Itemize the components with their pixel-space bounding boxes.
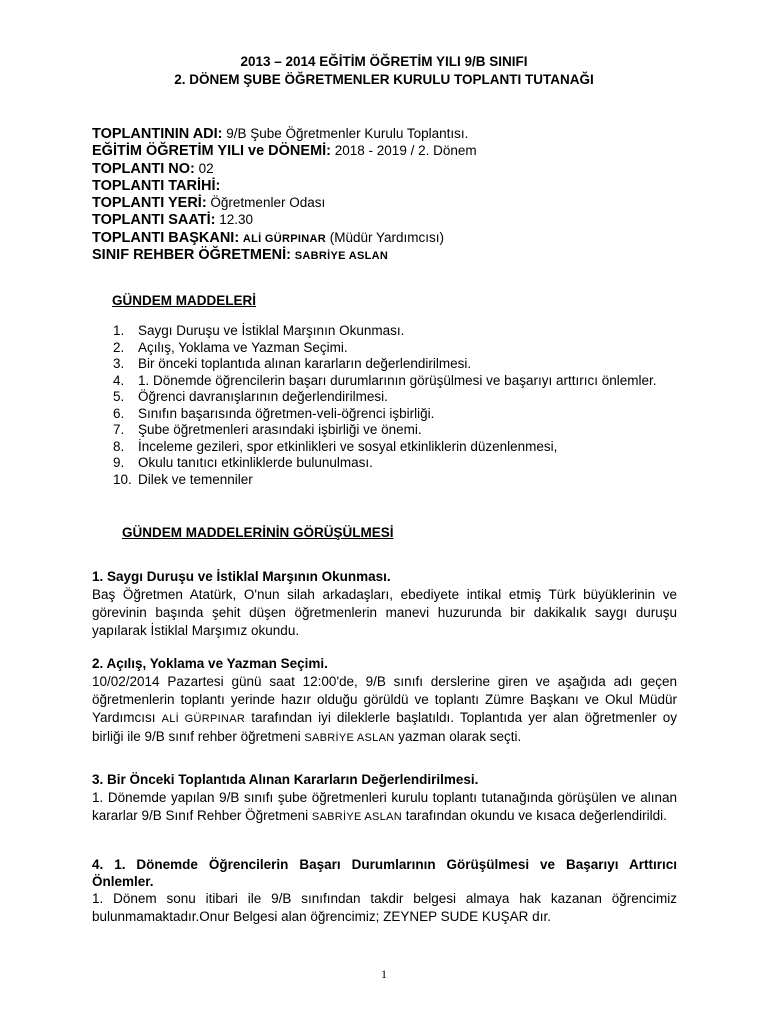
- list-item: 2. Açılış, Yoklama ve Yazman Seçimi.: [113, 339, 348, 355]
- title-line-1: 2013 – 2014 EĞİTİM ÖĞRETİM YILI 9/B SINIFI: [240, 54, 528, 69]
- section-2: [92, 656, 677, 747]
- title-line-2: 2. DÖNEM ŞUBE ÖĞRETMENLER KURULU TOPLANTI TUTANAĞI: [174, 72, 594, 87]
- meeting-place-row: TOPLANTI YERİ: Öğretmenler Odası: [92, 195, 326, 212]
- section-1-title: 1. Saygı Duruşu ve İstiklal Marşının Okunması.: [92, 569, 391, 584]
- list-item: 6. Sınıfın başarısında öğretmen-veli-öğrenci işbirliği.: [113, 405, 435, 421]
- agenda-list: [113, 323, 676, 488]
- section-2-body: 10/02/2014 Pazartesi günü saat 12:00'de, 9/B sınıfı derslerine giren ve aşağıda adı geçen öğretmenlerin toplantı yerinde hazır olduğu görüldü ve toplantı Zümre Başkanı ve Okul Müdür Yardımcısı ALİ GÜRPINAR tarafından iyi dileklerle başlatıldı. Toplantıda yer alan öğretmenler oy birliği ile 9/B sınıf rehber öğretmeni SABRİYE ASLAN yazman olarak seçti.: [92, 673, 677, 744]
- list-item: 1. Saygı Duruşu ve İstiklal Marşının Okunması.: [113, 323, 405, 338]
- meeting-date-row: TOPLANTI TARİHİ:: [92, 177, 221, 194]
- section-4: [92, 857, 677, 926]
- list-item: 7. Şube öğretmenleri arasındaki işbirliği ve önemi.: [113, 422, 422, 437]
- section-3-title: 3. Bir Önceki Toplantıda Alınan Kararların Değerlendirilmesi.: [92, 772, 479, 787]
- agenda-heading: GÜNDEM MADDELERİ: [112, 293, 256, 308]
- list-item: 9. Okulu tanıtıcı etkinliklerde bulunulması.: [113, 455, 373, 470]
- document-title: [90, 53, 678, 89]
- meeting-name-row: TOPLANTININ ADI: 9/B Şube Öğretmenler Kurulu Toplantısı.: [92, 126, 469, 142]
- class-teacher-row: SINIF REHBER ÖĞRETMENİ: SABRİYE ASLAN: [92, 247, 389, 264]
- section-3: [92, 772, 677, 826]
- discussion-heading: GÜNDEM MADDELERİNİN GÖRÜŞÜLMESİ: [122, 525, 394, 540]
- list-item: 3. Bir önceki toplantıda alınan kararların değerlendirilmesi.: [113, 356, 472, 371]
- meeting-chair-row: TOPLANTI BAŞKANI: ALİ GÜRPINAR (Müdür Yardımcısı): [92, 229, 444, 246]
- section-1: [92, 569, 677, 640]
- list-item: 10. Dilek ve temenniler: [113, 471, 253, 487]
- section-1-body: Baş Öğretmen Atatürk, O'nun silah arkadaşları, ebediyete intikal etmiş Türk büyüklerinin ve görevinin başında şehit düşen öğretmenlerin manevi huzurunda bir dakikalık saygı duruşu yapılarak İstiklal Marşımız okundu.: [92, 586, 677, 638]
- section-3-body: 1. Dönemde yapılan 9/B sınıfı şube öğretmenleri kurulu toplantı tutanağında görüşülen ve alınan kararlar 9/B Sınıf Rehber Öğretmeni SABRİYE ASLAN tarafından okundu ve kısaca değerlendirildi.: [92, 789, 677, 823]
- list-item: 8. İnceleme gezileri, spor etkinlikleri ve sosyal etkinliklerin düzenlenmesi,: [113, 438, 558, 454]
- section-4-body: 1. Dönem sonu itibari ile 9/B sınıfından takdir belgesi almaya hak kazanan öğrencimiz bulunmamaktadır.Onur Belgesi alan öğrencimiz; ZEYNEP SUDE KUŞAR dır.: [92, 891, 677, 924]
- list-item: 4. 1. Dönemde öğrencilerin başarı durumlarının görüşülmesi ve başarıyı arttırıcı önlemler.: [113, 372, 657, 388]
- list-item: 5. Öğrenci davranışlarının değerlendirilmesi.: [113, 389, 388, 404]
- section-4-title: 4. 1. Dönemde Öğrencilerin Başarı Durumlarının Görüşülmesi ve Başarıyı Arttırıcı Önlemler.: [92, 857, 677, 889]
- meeting-time-row: TOPLANTI SAATİ: 12.30: [92, 212, 254, 229]
- section-2-title: 2. Açılış, Yoklama ve Yazman Seçimi.: [92, 656, 328, 671]
- meeting-number-row: TOPLANTI NO: 02: [92, 160, 214, 177]
- meeting-info: [92, 126, 682, 264]
- academic-year-row: EĞİTİM ÖĞRETİM YILI ve DÖNEMİ: 2018 - 2019 / 2. Dönem: [92, 143, 477, 160]
- page-number: 1: [381, 967, 387, 981]
